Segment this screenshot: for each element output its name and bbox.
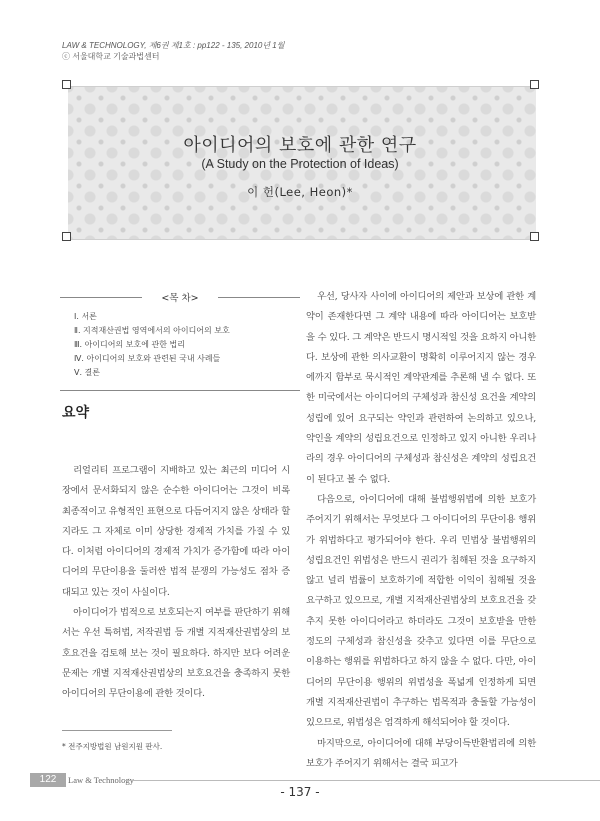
citation-line: LAW & TECHNOLOGY, 제6권 제1호 : pp122 - 135, 2010년 1월	[62, 41, 285, 50]
toc-rule	[218, 297, 300, 298]
toc-item: Ⅳ. 아이디어의 보호와 관련된 국내 사례들	[74, 354, 221, 363]
paper-title-english: (A Study on the Protection of Ideas)	[201, 157, 399, 171]
footer-rule	[124, 780, 600, 781]
paper-title-korean: 아이디어의 보호에 관한 연구	[183, 135, 417, 156]
abstract-paragraph: 다음으로, 아이디어에 대해 불법행위법에 의한 보호가 주어지기 위해서는 무엇보다 그 아이디어의 무단이용 행위가 위법하다고 평가되어야 한다. 우리 민법상 불법행위의 성립요건인 위법성은 반드시 권리가 침해된 것을 요구하지 않고 널리 법률이 보호하기에 적합한 이익이 침해될 것을 요구하고 있으므로, 개별 지적재산권법상의 보호요건을 갖추지 못한 아이디어라고 하더라도 그것이 보호받을 만한 정도의 구체성과 참신성을 갖추고 있다면 이를 무단으로 이용하는 행위를 위법하다고 하지 않을 수 없다. 다만, 아이디어의 무단이용 행위의 위법성을 폭넓게 인정하게 되면 개별 지적재산권법이 추구하는 법목적과 충돌할 가능성이 있으므로, 위법성은 엄격하게 해석되어야 할 것이다.	[306, 493, 536, 729]
toc-item: Ⅴ. 결론	[74, 368, 101, 377]
abstract-paragraph: 우선, 당사자 사이에 아이디어의 제안과 보상에 관한 계약이 존재한다면 그 계약 내용에 따라 아이디어는 보호받을 수 있다. 그 계약은 반드시 명시적일 것을 요하지 아니한다. 보상에 관한 의사교환이 명확히 이루어지지 않는 경우에까지 함부로 묵시적인 계약관계를 추론해 낼 수 없다. 또한 미국에서는 아이디어의 구체성과 참신성 요건을 계약의 성립에 있어 요구되는 약인과 관련하여 논의하고 있으나, 약인을 계약의 성립요건으로 인정하고 있지 아니한 우리나라의 경우 아이디어의 구체성과 참신성은 계약의 성립요건이 된다고 볼 수 없다.	[306, 291, 536, 485]
author-name: 이 헌(Lee, Heon)*	[247, 185, 353, 199]
page-tab: 122	[30, 773, 66, 787]
corner-marker	[530, 232, 539, 241]
footnote-divider	[62, 730, 172, 731]
toc-item: Ⅱ. 지적재산권법 영역에서의 아이디어의 보호	[74, 326, 230, 335]
abstract-right-column	[306, 287, 536, 774]
toc-bottom-rule	[60, 390, 300, 391]
toc-item: Ⅲ. 아이디어의 보호에 관한 법리	[74, 340, 185, 349]
abstract-paragraph: 마지막으로, 아이디어에 대해 부당이득반환법리에 의한 보호가 주어지기 위해서는 결국 피고가	[306, 737, 536, 769]
page-number: - 137 -	[280, 785, 320, 799]
abstract-paragraph: 리얼리티 프로그램이 지배하고 있는 최근의 미디어 시장에서 문서화되지 않은 순수한 아이디어는 그것이 비록 최종적이고 유형적인 표현으로 다듬어지지 않은 상태라 할지라도 그 자체로 이미 상당한 경제적 가치를 가질 수 있다. 이처럼 아이디어의 경제적 가치가 증가함에 따라 아이디어의 무단이용을 둘러싼 법적 분쟁의 가능성도 점차 증대되고 있는 것이 사실이다.	[62, 465, 290, 598]
toc-rule	[60, 297, 142, 298]
table-of-contents	[60, 290, 300, 380]
corner-marker	[62, 232, 71, 241]
corner-marker	[530, 80, 539, 89]
toc-item: Ⅰ. 서론	[74, 312, 97, 321]
copyright-line: ⓒ 서울대학교 기술과법센터	[62, 52, 160, 61]
abstract-left-column	[62, 461, 290, 705]
corner-marker	[62, 80, 71, 89]
toc-list	[74, 310, 300, 380]
toc-heading: <목 차>	[161, 293, 199, 304]
journal-name: Law & Technology	[68, 775, 134, 785]
abstract-heading: 요약	[62, 405, 90, 421]
abstract-paragraph: 아이디어가 법적으로 보호되는지 여부를 판단하기 위해서는 우선 특허법, 저작권법 등 개별 지적재산권법상의 보호요건을 검토해 보는 것이 필요하다. 하지만 보다 어려운 문제는 개별 지적재산권법상의 보호요건을 충족하지 못한 아이디어의 무단이용에 관한 것이다.	[62, 607, 290, 700]
author-footnote: * 전주지방법원 남원지원 판사.	[62, 742, 163, 751]
journal-citation	[62, 40, 284, 62]
